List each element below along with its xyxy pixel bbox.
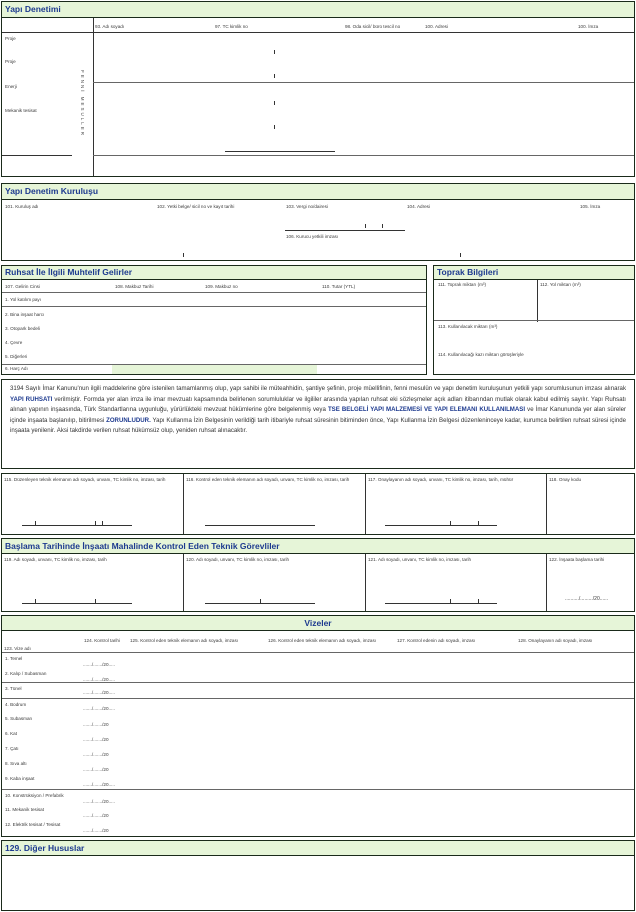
onay-kodu: 118. Onay kodu xyxy=(549,477,582,482)
rg-item-cevre: 4. Çevre xyxy=(5,340,23,345)
vize-item-date: ......./......./20 xyxy=(83,767,109,772)
rg-col-tutar: 110. Tutar (YTL) xyxy=(322,284,356,289)
vize-item-date: ......./......./20..... xyxy=(83,662,115,667)
vize-item-date: ......./......./20..... xyxy=(83,677,115,682)
yapi-denetim-kurulusu-title: Yapı Denetim Kuruluşu xyxy=(2,184,634,200)
tb-toprak-miktari: 111. Toprak miktarı (m³) xyxy=(438,282,486,287)
ydk-col-kurulus: 101. Kuruluş adı xyxy=(5,204,39,209)
vize-col-k2: 126. Kontrol eden teknik elemanın adı soyadı, imzası xyxy=(268,638,377,643)
baslama-col-3: 121. Adı soyadı, unvanı, TC kimlik no, imzası, tarih xyxy=(368,557,472,562)
onay-onaylayan: 117. Onaylayanın adı soyadı, unvanı, TC kimlik no, imzası, tarih, mühür xyxy=(368,477,514,482)
rg-col-makbuz-no: 109. Makbuz no xyxy=(205,284,238,289)
ydk-col-adres: 104. Adresi xyxy=(407,204,430,209)
fm-col-imza: 100. İmza xyxy=(578,24,599,29)
ruhsat-gelirler-section xyxy=(1,265,427,375)
vize-item-date: ......./......./20 xyxy=(83,722,109,727)
tb-yol-miktari: 112. Yol miktarı (m³) xyxy=(540,282,581,287)
vize-item: 1. Temel xyxy=(5,656,23,661)
baslama-title: Başlama Tarihinde İnşaatı Mahalinde Kontrol Eden Teknik Görevliler xyxy=(2,539,634,554)
vize-item-date: ......./......./20 xyxy=(83,813,109,818)
vize-item-date: ......./......./20..... xyxy=(83,690,115,695)
baslama-tarih: ........../........./20...... xyxy=(565,596,609,602)
vize-item-date: ......./......./20..... xyxy=(83,706,115,711)
ydk-kurucu-imza: 106. Kurucu yetkili imzası xyxy=(286,234,339,239)
vize-item-date: ......./......./20..... xyxy=(83,799,115,804)
vize-col-tarih: 124. Kontrol tarihi xyxy=(84,638,121,643)
ydk-col-imza: 105. İmza xyxy=(580,204,601,209)
fm-col-adi: 93. Adı soyadı xyxy=(95,24,125,29)
fm-col-oda: 98. Oda sicil/ büro tescil no xyxy=(345,24,401,29)
vize-item: 3. Tünel xyxy=(5,686,22,691)
vize-item: 7. Çatı xyxy=(5,746,19,751)
baslama-col-4: 122. İnşaata başlama tarihi xyxy=(549,557,605,562)
ruhsat-gelirler-title: Ruhsat İle İlgili Muhtelif Gelirler xyxy=(2,266,426,280)
fm-row-mekanik: Mekanik tesisat xyxy=(5,108,37,113)
rg-item-otopark: 3. Otopark bedeli xyxy=(5,326,40,331)
onay-kontrol: 116. Kontrol eden teknik elemanın adı soyadı, unvanı, TC kimlik no, imzası, tarih xyxy=(186,477,350,482)
diger-hususlar-title: 129. Diğer Hususlar xyxy=(2,841,634,856)
vize-item-date: ......./......./20..... xyxy=(83,782,115,787)
vize-item-date: ......./......./20 xyxy=(83,752,109,757)
vize-item: 9. Kaba inşaat xyxy=(5,776,35,781)
vize-item: 10. Konstrüksiyon / Prefabrik xyxy=(5,793,64,798)
fenni-mesuller-vertical-label: FENNİ MESULLER xyxy=(80,70,85,138)
baslama-col-1: 119. Adı soyadı, unvanı, TC kimlik no, imzası, tarih xyxy=(4,557,107,562)
baslama-col-2: 120. Adı soyadı, unvanı, TC kimlik no, imzası, tarih xyxy=(186,557,290,562)
fm-col-adres: 100. Adresi xyxy=(425,24,448,29)
fm-col-tc: 97. TC kimlik no xyxy=(215,24,248,29)
rg-item-harc: 2. Bina inşaat harcı xyxy=(5,312,45,317)
vize-item: 5. Subasman xyxy=(5,716,33,721)
ruhsat-aciklama-text: 3194 Sayılı İmar Kanunu'nun ilgili maddelerine göre istenilen tamamlanmış olup, yapı sahibi ile müteahhidin, şantiye şefinin, proje müellifinin, fenni mesulün ve yapı denetim kuruluşunun yetkili yapı sorumlusunun imzası alınarak YAPI RUHSATI verilmiştir. Formda yer alan imza ile imar mevzuatı kapsamında belirlenen sorumluluklar ve ilgililer arasında yapılan ruhsat eki sözleşmeler açık adları itibarından mutlak olarak kabul edilmiş sayılır. Yapı Ruhsatı alınan yapının inşaasında, Türk Standartlarına uygunluğu, yürürlükteki mevzuat hükümlerine göre belgelenmiş veya TSE BELGELİ YAPI MALZEMESİ VE YAPI ELEMANI KULLANILMASI ve İmar Kanununda yer alan süreler içinde inşaata başlanılıp, bitirilmesi ZORUNLUDUR. Yapı Kullanma İzin Belgesinin verildiği tarih itibariyle ruhsat süresinin bitiminden önce, Yapı Kullanma İzin Belgesi düzenleninceye kadar, kurumca belirtilen ruhsat süresi içinde inşaata yenilenir. Aksi takdirde verilen ruhsat hükümsüz olup, yeniden ruhsat alınacaktır. xyxy=(10,385,626,434)
vize-item-date: ......./......./20 xyxy=(83,737,109,742)
vize-item: 11. Mekanik tesisat xyxy=(5,807,44,812)
vize-item: 6. Kat xyxy=(5,731,18,736)
tb-kazi: 114. Kullanılacağı kazı miktarı görüşleriyle xyxy=(438,352,524,357)
vize-item: 4. Bodrum xyxy=(5,702,27,707)
yapi-denetimi-title: Yapı Denetimi xyxy=(2,2,634,18)
rg-col-cinsi: 107. Gelirin Cinsi xyxy=(5,284,40,289)
rg-col-makbuz-tarihi: 108. Makbuz Tarihi xyxy=(115,284,154,289)
rg-item-diger: 5. Diğerleri xyxy=(5,354,28,359)
vize-item: 12. Elektrik tesisat / Tesisat xyxy=(5,822,61,827)
vize-col-k1: 125. Kontrol eden teknik elemanın adı soyadı, imzası xyxy=(130,638,239,643)
onay-duzenleyen: 115. Düzenleyen teknik elemanın adı soyadı, unvanı, TC kimlik no, imzası, tarih xyxy=(4,477,166,482)
fm-row-proje-1: Proje xyxy=(5,36,16,41)
vize-item: 2. Kalıp / Subasman xyxy=(5,671,47,676)
vize-col-k3: 127. Kontrol edenin adı soyadı, imzası xyxy=(397,638,476,643)
vize-item: 8. Sıva altı xyxy=(5,761,27,766)
vize-item-date: ......./......./20 xyxy=(83,828,109,833)
toprak-bilgileri-title: Toprak Bilgileri xyxy=(434,266,634,280)
fm-row-enerji: Enerji xyxy=(5,84,17,89)
ydk-col-vergi: 103. Vergi no/dairesi xyxy=(286,204,328,209)
vizeler-title: Vizeler xyxy=(2,616,634,631)
tb-kullanilacak: 113. Kullanılacak miktarı (m³) xyxy=(438,324,498,329)
rg-item-yol: 1. Yol katılım payı xyxy=(5,297,42,302)
fm-row-proje-2: Proje xyxy=(5,59,16,64)
vize-col-adi: 123. Vize adı xyxy=(4,646,31,651)
ydk-col-yetki: 102. Yetki belge/ sicil no ve kayıt tarihi xyxy=(157,204,235,209)
rg-item-harc-adi: 6. Harç Adı xyxy=(5,366,28,371)
vize-col-onay: 128. Onaylayanın adı soyadı, imzası xyxy=(518,638,593,643)
